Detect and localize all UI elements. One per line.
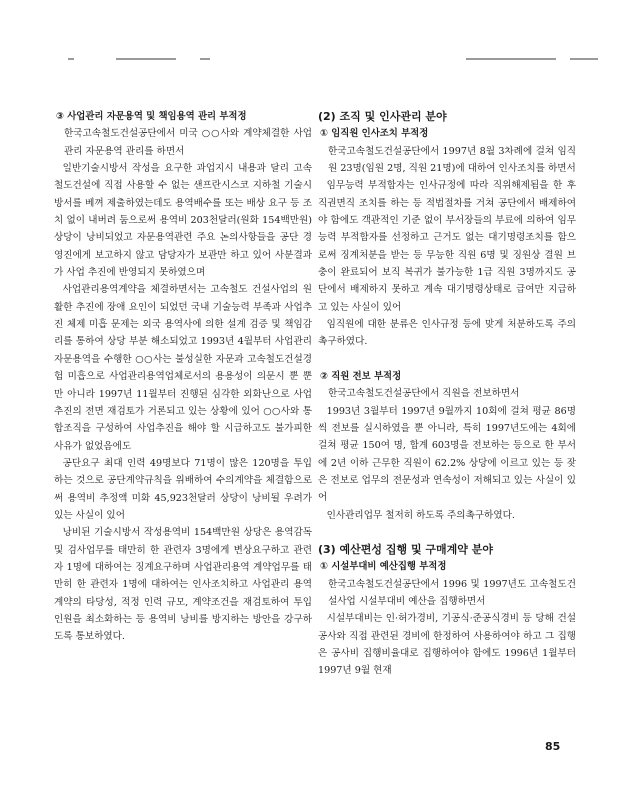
paragraph-lead: 한국고속철도건설공단에서 1996 및 1997년도 고속철도건설사업 시설부대비 예산을 집행하면서	[328, 578, 576, 607]
right-column	[318, 108, 576, 680]
item-heading-personnel-action: ① 임직원 인사조치 부적정	[320, 128, 429, 140]
paragraph-action: 인사관리업무 철저히 하도록 주의촉구하였다.	[326, 509, 515, 521]
paragraph-lead: 한국고속철도건설공단에서 미국 ○○사와 계약체결한 사업관리 자문용역 관리를 하면서	[64, 128, 312, 157]
paragraph: 사업관리용역계약을 체결하면서는 고속철도 건설사업의 원활한 추진에 장애 요인이 되었던 국내 기술능력 부족과 사업추진 체제 미흡 문제는 외국 용역사에 의한 설계 검증 및 책임감리를 통하여 상당 부분 해소되었고 1993년 4월부터 사업관리자문용역을 수행한 ○○사는 불성실한 자문과 고속철도건설경험 미흡으로 사업관리용역업체로서의 용용성이 의문시 뿐 뿐만 아니라 1997년 11월부터 진행된 심각한 외화난으로 사업추진의 전면 재검토가 거론되고 있는 상황에 있어 ○○사와 통합조직을 구성하여 사업추진을 해야 할 시급하고도 불가피한 사유가 없었음에도	[54, 284, 312, 452]
page-number: 85	[545, 740, 561, 753]
item-heading-facility-budget: ① 시설부대비 예산집행 부적정	[320, 561, 447, 573]
item-heading-staff-transfer: ② 직원 전보 부적정	[320, 370, 402, 382]
paragraph-lead: 한국고속철도건설공단에서 1997년 8월 3차례에 걸쳐 임직원 23명(임원 2명, 직원 21명)에 대하여 인사조치를 하면서	[328, 145, 576, 175]
paragraph: 낭비된 기술시방서 작성용역비 154백만원 상당은 용역감독 및 검사업무를 태만히 한 관련자 3명에게 변상요구하고 관련자 1명에 대하여는 징계요구하며 사업관리용역 계약업무를 태만히 한 관련자 1명에 대하여는 인사조치하고 사업관리 용역계약의 타당성, 적정 인력 규모, 계약조건을 재검토하여 투입인원을 최소화하는 등 용역비 낭비를 방지하는 방안을 강구하도록 통보하였다.	[54, 527, 312, 643]
paragraph: 시설부대비는 인·허가경비, 기공식·준공식경비 등 당해 건설공사와 직접 관련된 경비에 한정하여 사용하여야 하고 그 집행은 공사비 집행비율대로 집행하여야 함에도 1996년 1월부터 1997년 9월 현재	[318, 613, 576, 677]
paragraph-action: 임직원에 대한 분류은 인사규정 등에 맞게 처분하도록 주의촉구하였다.	[318, 319, 576, 348]
paragraph: 1993년 3월부터 1997년 9월까지 10회에 걸쳐 평균 86명씩 전보를 실시하였을 뿐 아니라, 특히 1997년도에는 4회에 걸쳐 평균 150여 명, 합계 603명을 전보하는 등으로 한 부서에 2년 이하 근무한 직원이 62.2% 상당에 이르고 있는 등 잦은 전보로 업무의 전문성과 연속성이 저해되고 있는 사실이 있어	[318, 405, 576, 504]
paragraph: 임무능력 부적합자는 인사규정에 따라 직위해제됨을 한 후 직권면직 조치를 하는 등 적법절차를 거쳐 공단에서 배제하여야 함에도 객관적인 기준 없이 부서장들의 부료에 의하여 임무능력 부적합자를 선정하고 근거도 없는 대기명령조치를 함으로써 징계처분을 받는 등 무능한 직원 6명 및 징원상 결원 브충이 완료되어 보직 복귀가 불가능한 1급 직원 3명까지도 공단에서 배제하지 못하고 계속 대기명령상태로 급여만 지급하고 있는 사실이 있어	[318, 180, 576, 313]
left-column	[54, 108, 312, 646]
paragraph: 공단요구 최대 인력 49명보다 71명이 많은 120명을 투입하는 것으로 공단계약규칙을 위배하여 수의계약을 체결함으로써 용역비 추정액 미화 45,923천달러 상당이 낭비될 우려가 있는 사실이 있어	[54, 457, 312, 521]
header-rule-marks	[30, 58, 590, 64]
paragraph-lead: 한국고속철도건설공단에서 직원을 전보하면서	[328, 388, 520, 400]
paragraph: 일반기술시방서 작성을 요구한 과업지시 내용과 달리 고속철도건설에 직접 사용할 수 없는 샌프란시스코 지하철 기술시방서를 베껴 제출하였는데도 용역배수를 또는 배상 요구 등 조치 없이 내버려 둠으로써 용역비 203천달러(원화 154백만원)상당이 낭비되었고 자문용역관련 주요 논의사항들을 공단 경영진에게 보고하지 않고 담당자가 보관만 하고 있어 사분결과가 사업 추진에 반영되지 못하였으며	[54, 163, 312, 279]
item-heading-consulting-service: ③ 사업관리 자문용역 및 책임용역 관리 부적정	[56, 111, 247, 122]
section-title-budget: (3) 예산편성 집행 및 구매계약 분야	[318, 542, 493, 556]
section-title-organization: (2) 조직 및 인사관리 분야	[318, 110, 447, 123]
